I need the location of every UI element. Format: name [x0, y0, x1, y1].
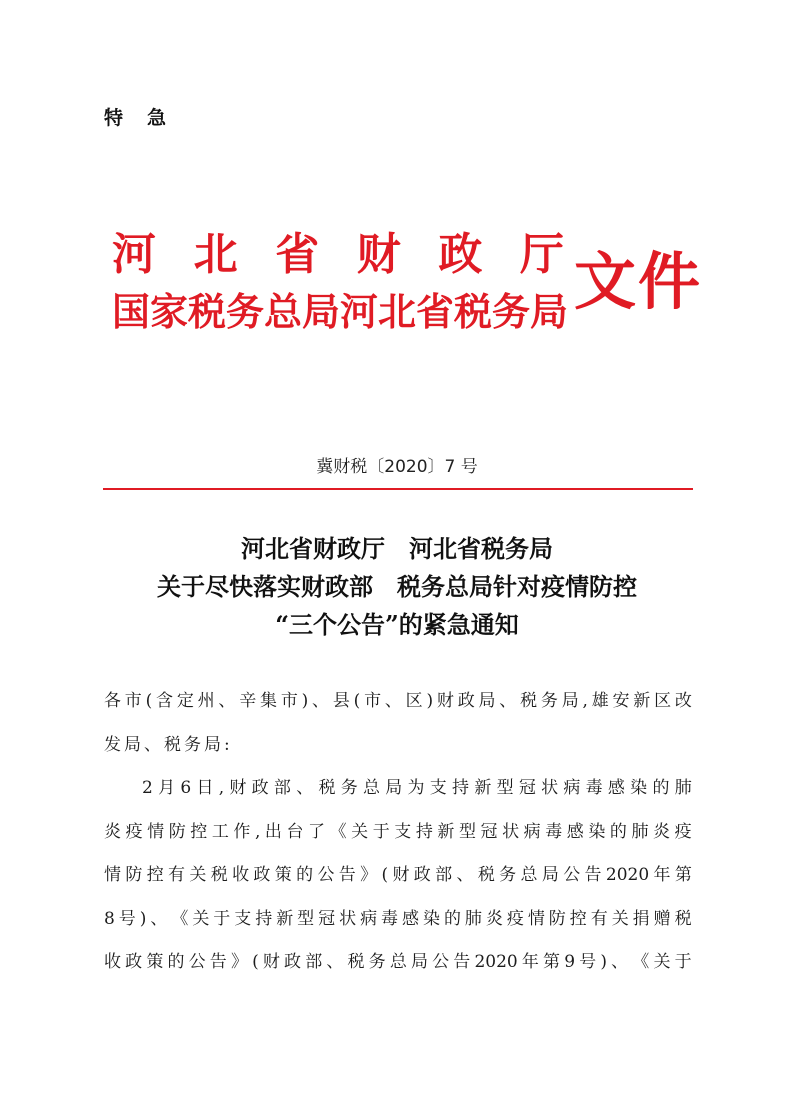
issuer-line-1-char: 政 [438, 229, 483, 280]
body-line: 各 市 ( 含 定 州 、 辛 集 市 ) 、 县 ( 市 、 区 ) 财 政 局 、 税 务 局 , 雄 安 新 区 改 [104, 691, 692, 711]
title-line-2: 关于尽快落实财政部 税务总局针对疫情防控 [157, 572, 637, 601]
issuer-line-1-char: 河 [112, 229, 156, 280]
urgency-label: 特急 [104, 107, 191, 129]
document-header [112, 228, 712, 348]
issuer-line-1 [112, 228, 564, 282]
title-line-1: 河北省财政厅 河北省税务局 [241, 534, 553, 563]
document-word: 文件 [574, 245, 703, 318]
body-line: 情 防 控 有 关 税 收 政 策 的 公 告 》 ( 财 政 部 、 税 务 总 局 公 告 2020 年 第 [104, 865, 692, 885]
body-line: 发局、税务局: [104, 734, 233, 755]
issuer-line-1-char: 省 [275, 229, 320, 280]
body-line: 收 政 策 的 公 告 》 ( 财 政 部 、 税 务 总 局 公 告 2020 年 第 9 号 ) 、 《 关 于 [104, 952, 692, 972]
body-line: 8 号 ) 、 《 关 于 支 持 新 型 冠 状 病 毒 感 染 的 肺 炎 疫 情 防 控 有 关 捐 赠 税 [104, 908, 692, 929]
issuer-line-1-char: 北 [193, 229, 238, 280]
body-line: 炎 疫 情 防 控 工 作 , 出 台 了 《 关 于 支 持 新 型 冠 状 病 毒 感 染 的 肺 炎 疫 [104, 821, 692, 842]
document-title [0, 530, 794, 644]
issuer-line-2: 国家税务总局河北省税务局 [112, 290, 569, 334]
document-number: 冀财税〔2020〕7 号 [316, 457, 478, 477]
issuer-line-1-char: 财 [356, 229, 401, 280]
red-divider [103, 488, 693, 490]
title-line-3: “三个公告”的紧急通知 [275, 610, 519, 639]
issuer-line-1-char: 厅 [519, 229, 564, 280]
body-line: 2 月 6 日 , 财 政 部 、 税 务 总 局 为 支 持 新 型 冠 状 病 毒 感 染 的 肺 [142, 778, 692, 798]
